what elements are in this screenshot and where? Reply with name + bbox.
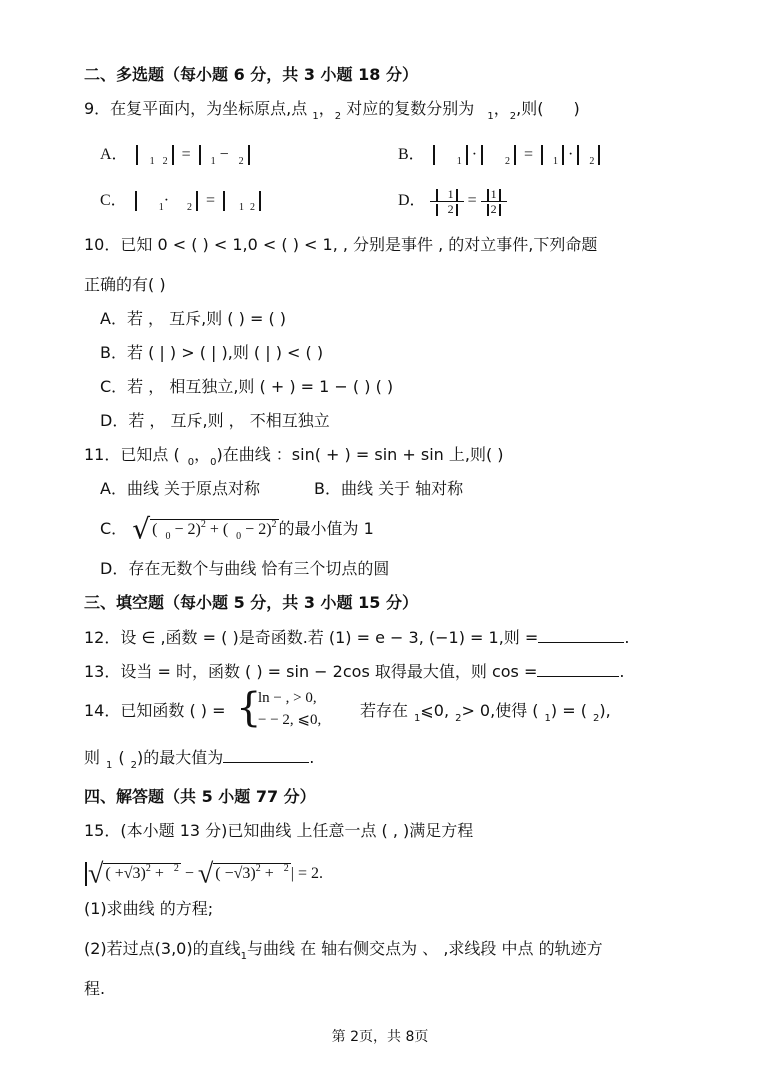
q15-tail: | = 2. [290,865,324,882]
q11-sub0-b: 0 [210,457,217,468]
q9-d-frac-right [481,187,507,217]
q11-option-d: D．存在无数个与曲线 恰有三个切点的圆 [100,559,390,578]
q14-post-d: ) = ( [550,701,587,720]
q15-sq4: 2 [283,863,289,874]
q14-answer-blank[interactable] [223,746,309,763]
q11-sub0-a: 0 [187,457,195,468]
q9-sub-2b: 2 [509,111,517,122]
sqrt-sign-icon-2: √ [197,858,214,890]
q11-option-a: A．曲线 关于原点对称 [100,479,261,498]
q9-d-r-den: 2 [490,201,497,216]
q14-case2: − − 2, ⩽0, [258,712,322,728]
sqrt-sign-icon: √ [132,512,151,546]
q9-c-sub1: 1 [158,202,164,213]
q14-post-e: ), [599,701,611,720]
q11-c-sq1: 2 [200,519,206,530]
q11-c-plus: + ( [205,521,229,538]
q9-d-frac-left [430,187,464,217]
q9-b-dot: · [471,146,478,163]
q13-answer-blank[interactable] [537,660,619,677]
q14-line2 [84,746,314,772]
q9-option-d [398,186,507,216]
q9-b-sub1: 1 [456,156,462,167]
q11-c-label: C． [100,519,128,538]
q9-b-eq: = [524,146,534,163]
q9-b-sub1b: 1 [553,156,559,167]
q9-c-sub2: 2 [187,202,193,213]
q12-line [84,626,629,649]
q13-line [84,660,624,683]
q13-end: . [619,662,625,681]
q11-c-sub0b: 0 [236,531,242,542]
q15-part2 [84,938,603,963]
q14-l2-c: )的最大值为 [137,748,224,767]
q9-c-eq: = [206,192,216,209]
q15-radicand-2 [213,863,291,886]
q9-b-sub2: 2 [505,156,511,167]
q11-option-b: B．曲线 关于 轴对称 [314,479,464,498]
q15-part2-cont: 程. [84,979,106,998]
q15-p2-b: 与曲线 在 轴右侧交点为 、 ,求线段 中点 的轨迹方 [246,939,603,958]
q9-sub-1: 1 [312,111,319,122]
q9-comma: ， [318,99,335,118]
q11-c-minus1: − 2 [170,521,196,538]
q9-sub-2: 2 [334,111,342,122]
q14-l2-sub2: 2 [130,760,138,771]
q10-option-b: B．若 ( | ) > ( | ),则 ( | ) < ( ) [100,343,324,362]
q10-stem-line2: 正确的有( ) [84,275,166,294]
q9-stem-c: ,则( [516,99,544,118]
q15-p2-sub1: 1 [240,951,247,962]
q11-c-rp1: ) [195,521,201,538]
q9-a-sub1: 1 [149,156,155,167]
q11-c-sq2: 2 [271,519,277,530]
left-brace-icon: { [236,685,262,731]
q9-option-c [100,190,265,214]
q15-r1: ) [140,865,146,882]
q15-sq1: 2 [145,863,151,874]
q14-pre: 14．已知函数 ( ) = [84,701,226,720]
q14-l2-sub1: 1 [106,760,113,771]
q11-c-radicand [150,519,278,542]
q15-l1: ( + [105,865,124,882]
q14-post [360,700,611,725]
q14-post-a: 若存在 [360,701,409,720]
q15-plus2: + [264,865,274,882]
q9-b-sub2b: 2 [589,156,595,167]
q9-a-sub2b: 2 [238,156,244,167]
q15-p2-a: (2)若过点(3,0)的直线 [84,939,241,958]
q9-a-sub1b: 1 [210,156,216,167]
q9-b-label: B． [398,146,425,163]
q14-post-c: > 0,使得 ( [461,701,539,720]
q11-option-c [100,512,374,546]
q9-sub-1b: 1 [487,111,494,122]
q9-option-b [398,144,604,168]
q15-sqrt3-a: √3 [123,865,141,882]
q15-stem: 15．(本小题 13 分)已知曲线 上任意一点 ( , )满足方程 [84,821,474,840]
page-footer: 第 2页，共 8页 [331,1029,429,1045]
q9-a-sub2: 2 [162,156,168,167]
sqrt-sign-icon-1: √ [88,858,104,890]
q9-c-sub1b: 1 [239,202,245,213]
q11-c-lp1: ( [152,521,158,538]
q15-radicand-1 [103,863,181,886]
q9-a-label: A． [100,146,128,163]
q9-stem-d: ) [573,99,580,118]
q9-c-label: C． [100,192,127,209]
q14-l2-a: 则 [84,748,101,767]
q11-c-tail: 的最小值为 1 [278,519,374,538]
q9-comma-b: ， [493,99,510,118]
q9-stem-a: 9．在复平面内，为坐标原点,点 [84,99,308,118]
q14-post-b: ⩽0, [420,701,450,720]
q11-stem-b: )在曲线 ：sin( + ) = sin + sin 上,则( ) [216,445,504,464]
q15-plus1: + [154,865,164,882]
q9-d-r-num: 1 [490,186,497,201]
q9-d-l-den: 2 [447,201,454,216]
q15-part1: (1)求曲线 的方程; [84,899,214,918]
q9-d-eq: = [467,192,477,209]
section-multi-choice-heading: 二、多选题（每小题 6 分，共 3 小题 18 分） [84,65,418,84]
q11-c-sub0a: 0 [165,531,171,542]
q14-post-sub1b: 1 [544,713,551,724]
q9-d-l-num: 1 [447,186,454,201]
q11-stem [84,444,504,469]
q11-c-rp2: ) [266,521,272,538]
q14-post-sub2: 2 [455,713,462,724]
q12-end: . [624,628,630,647]
q15-r2: ) [250,865,256,882]
q9-d-label: D． [398,192,426,209]
q13-text: 13．设当 = 时，函数 ( ) = sin − 2cos 取得最大值，则 cos = [84,662,538,681]
q15-equation [84,860,323,888]
q10-option-d: D．若 ， 互斥,则 ， 不相互独立 [100,411,330,430]
q9-c-dot: · [163,192,170,209]
q9-a-eq: = [181,146,191,163]
q12-answer-blank[interactable] [538,626,624,643]
q9-option-a [100,144,254,168]
section-solve-heading: 四、解答题（共 5 小题 77 分） [84,787,316,806]
q11-comma: ， [194,445,211,464]
q15-sqrt3-b: √3 [233,865,251,882]
q11-stem-a: 11．已知点 ( [84,445,180,464]
q15-minus-mid: − [184,865,194,882]
q15-sq3: 2 [255,863,261,874]
q14-case1: ln − , > 0, [258,690,317,706]
q9-c-sub2b: 2 [250,202,256,213]
q12-text: 12．设 ∈ ,函数 = ( )是奇函数.若 (1) = e − 3, (−1) = 1,则 = [84,628,539,647]
q9-b-dot2: · [568,146,574,163]
q9-stem-b: 对应的复数分别为 [346,99,475,118]
q14-post-sub2b: 2 [592,713,600,724]
q14-l2-b: ( [118,748,125,767]
q14-post-sub1: 1 [414,713,421,724]
section-fill-heading: 三、填空题（每小题 5 分，共 3 小题 15 分） [84,593,418,612]
q11-c-minus2: − 2 [241,521,267,538]
q10-option-c: C．若 ， 相互独立,则 ( + ) = 1 − ( ) ( ) [100,377,394,396]
q9-a-minus: − [219,146,229,163]
q15-l2: ( − [215,865,234,882]
q9-stem [84,98,580,123]
q14-end: . [309,748,315,767]
q10-option-a: A．若 ， 互斥,则 ( ) = ( ) [100,309,287,328]
q10-stem-line1: 10．已知 0 < ( ) < 1,0 < ( ) < 1, , 分别是事件 , 的对立事件,下列命题 [84,235,598,254]
q15-sq2: 2 [173,863,179,874]
